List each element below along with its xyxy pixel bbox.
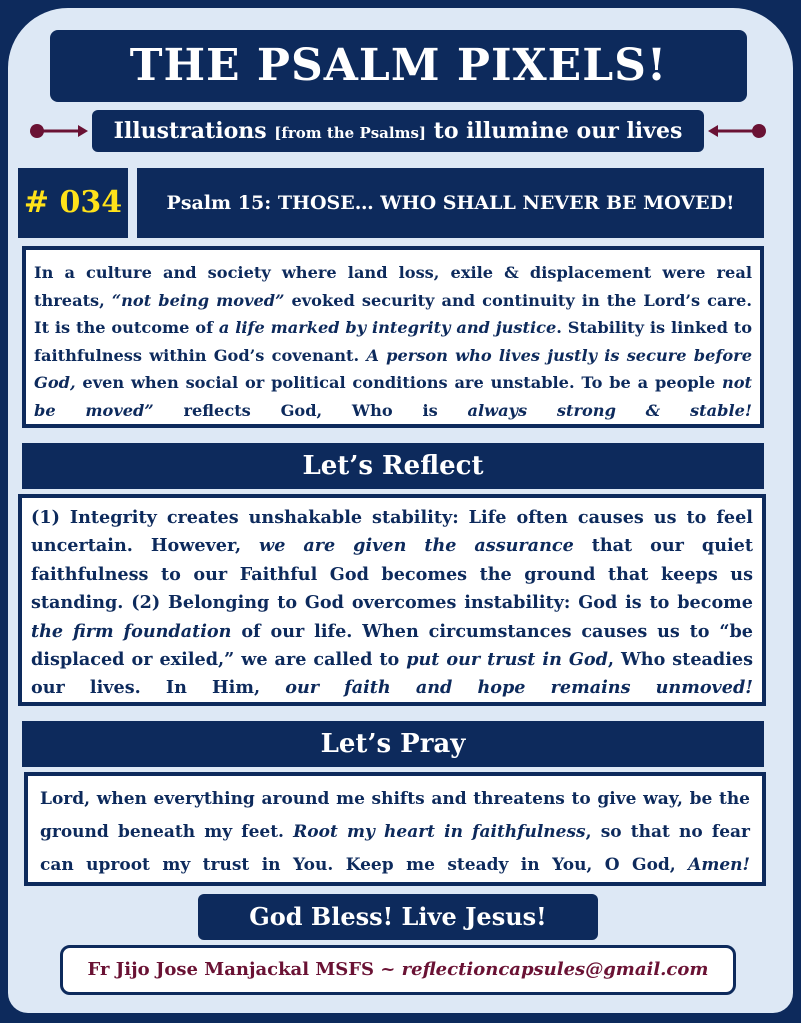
prayer-segment: Lord, when everything around me shifts and threatens to give way, be the ground beneath my feet. (40, 789, 750, 842)
page-title: THE PSALM PIXELS! (50, 30, 747, 102)
psalm-title: Psalm 15: THOSE… WHO SHALL NEVER BE MOVED! (137, 168, 764, 238)
author-name: Fr Jijo Jose Manjackal MSFS ~ (87, 959, 402, 980)
intro-segment: evoked security and continuity in the Lord’s care. It is the outcome of (34, 290, 752, 338)
prayer-emphasis: Root my heart in faithfulness (293, 822, 586, 842)
intro-text (22, 246, 764, 428)
arrow-left-icon (706, 121, 768, 141)
entry-number: # 034 (18, 168, 128, 238)
prayer-segment: , so that no fear can uproot my trust in You. Keep me steady in You, O God, (40, 822, 751, 875)
intro-emphasis: A person who lives justly is secure before God, (34, 345, 752, 393)
intro-segment: . Stability is linked to faithfulness within God’s covenant. (34, 318, 752, 365)
intro-segment: even when social or political conditions are unstable. To be a people (75, 373, 722, 393)
author-credit (60, 945, 736, 995)
prayer-emphasis: Amen! (688, 855, 750, 875)
subtitle-part: Illustrations (113, 118, 275, 144)
reflect-emphasis: our faith and hope remains unmoved! (285, 677, 753, 699)
blessing-banner: God Bless! Live Jesus! (198, 894, 598, 940)
reflect-text (18, 494, 766, 706)
intro-emphasis: “not being moved” (111, 290, 285, 310)
reflect-segment: (1) Integrity creates unshakable stability: Life often causes us to feel uncertain. However, (31, 507, 753, 557)
reflect-segment: of our life. When circumstances causes us to “be displaced or exiled,” we are called to (31, 620, 754, 671)
prayer-text (24, 772, 766, 886)
subtitle-part: to illumine our lives (426, 118, 683, 144)
arrow-right-icon (28, 121, 90, 141)
intro-emphasis: always strong & stable! (467, 400, 753, 420)
intro-emphasis: a life marked by integrity and justice (218, 318, 557, 338)
reflect-emphasis: we are given the assurance (259, 535, 574, 557)
reflect-emphasis: the firm foundation (31, 620, 232, 642)
author-email[interactable]: reflectioncapsules@gmail.com (401, 959, 709, 980)
subtitle (92, 110, 704, 152)
reflect-emphasis: put our trust in God (406, 649, 608, 671)
reflect-segment: , Who steadies our lives. In Him, (31, 649, 753, 699)
intro-emphasis: not be moved” (34, 373, 752, 420)
intro-segment: reflects God, Who is (153, 400, 468, 420)
reflect-segment: that our quiet faithfulness to our Faithful God becomes the ground that keeps us standing. (2) Belonging to God overcomes instability: God is to become (31, 535, 753, 614)
pray-heading: Let’s Pray (22, 721, 764, 767)
intro-segment: In a culture and society where land loss, exile & displacement were real threats, (34, 263, 752, 310)
subtitle-bracket: [from the Psalms] (274, 124, 427, 142)
reflect-heading: Let’s Reflect (22, 443, 764, 489)
